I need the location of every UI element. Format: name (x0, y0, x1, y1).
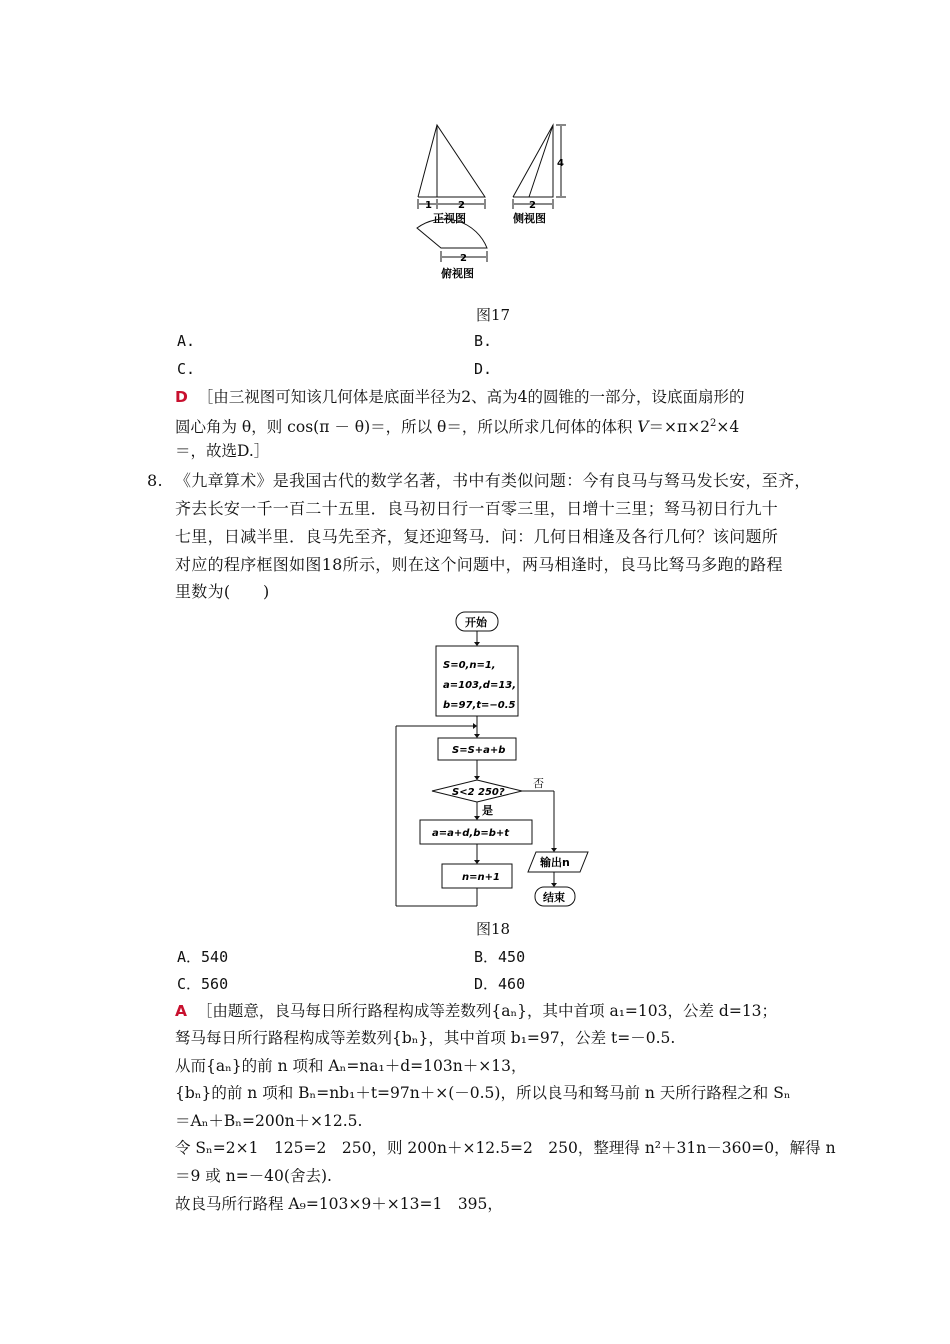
flow-output-text: 输出n (540, 856, 570, 869)
q8-solution-line-3: 从而{aₙ}的前 n 项和 Aₙ=na₁＋d=103n＋×13， (175, 1057, 527, 1075)
front-dim-2: 2 (458, 200, 465, 211)
flow-condition-text: S<2 250? (452, 787, 505, 798)
q8-option-a[interactable]: A．540 (177, 948, 229, 966)
q8-option-c[interactable]: C．560 (177, 975, 229, 993)
q7-option-d[interactable]: D. (474, 360, 493, 378)
q8-solution-line-1: A ［由题意，良马每日所行路程构成等差数列{aₙ}，其中首项 a₁=103，公差 d=13； (175, 1002, 778, 1020)
q8-line-2: 齐去长安一千一百二十五里．良马初日行一百零三里，日增十三里；驽马初日行九十 (175, 499, 779, 518)
side-dim-2: 2 (529, 200, 536, 211)
side-view-label: 侧视图 (513, 212, 546, 225)
q8-solution-line-5: ＝Aₙ＋Bₙ=200n＋×12.5. (175, 1112, 363, 1130)
flow-end-text: 结束 (543, 891, 565, 904)
q8-solution-line-8: 故良马所行路程 A₉=103×9＋×13=1 395， (175, 1195, 503, 1213)
q7-option-a[interactable]: A. (177, 332, 196, 350)
q8-number: 8. (147, 471, 163, 490)
q7-solution-line-1: D ［由三视图可知该几何体是底面半径为2、高为4的圆锥的一部分，设底面扇形的 (175, 388, 745, 406)
figure-18-caption: 图18 (476, 920, 511, 938)
flow-init-text-1: S=0,n=1, (443, 660, 496, 671)
q7-option-b[interactable]: B. (474, 332, 493, 350)
q8-solution-line-2: 驽马每日所行路程构成等差数列{bₙ}，其中首项 b₁=97，公差 t=－0.5. (175, 1029, 676, 1047)
figure-17-caption: 图17 (476, 306, 511, 324)
top-view (417, 219, 487, 262)
q8-solution-line-6: 令 Sₙ=2×1 125=2 250，则 200n＋×12.5=2 250，整理得 n²＋31n－360=0，解得 n (175, 1139, 836, 1157)
side-dim-4: 4 (557, 158, 564, 169)
front-dim-1: 1 (425, 200, 432, 211)
q7-answer: D (175, 388, 188, 406)
top-dim-2: 2 (460, 253, 467, 264)
q8-answer: A (175, 1002, 187, 1020)
q8-option-b[interactable]: B．450 (474, 948, 526, 966)
three-view-figure (410, 120, 600, 300)
q7-solution-line-3: ＝，故选D.］ (175, 442, 270, 460)
q8-line-5: 里数为( ) (175, 582, 270, 601)
q8-solution-line-4: {bₙ}的前 n 项和 Bₙ=nb₁＋t=97n＋×(－0.5)，所以良马和驽马前 n 天所行路程之和 Sₙ (175, 1084, 791, 1102)
front-view (418, 125, 485, 209)
flow-start-text: 开始 (465, 616, 487, 629)
top-view-label: 俯视图 (441, 267, 474, 280)
q8-line-1: 《九章算术》是我国古代的数学名著，书中有类似问题：今有良马与驽马发长安，至齐， (175, 471, 811, 490)
q8-solution-line-7: ＝9 或 n=－40(舍去). (175, 1167, 332, 1185)
flow-step-text: a=a+d,b=b+t (432, 828, 510, 839)
front-view-label: 正视图 (433, 212, 466, 225)
flow-yes-label: 是 (482, 804, 493, 817)
q8-line-3: 七里，日减半里．良马先至齐，复还迎驽马．问：几何日相逢及各行几何？该问题所 (175, 527, 779, 546)
q7-option-c[interactable]: C. (177, 360, 196, 378)
flow-increment-text: n=n+1 (462, 872, 500, 883)
q8-line-4: 对应的程序框图如图18所示，则在这个问题中，两马相逢时，良马比驽马多跑的路程 (175, 555, 783, 574)
flowchart (390, 606, 600, 912)
q8-option-d[interactable]: D．460 (474, 975, 526, 993)
q7-solution-line-2: 圆心角为 θ，则 cos(π － θ)＝，所以 θ＝，所以所求几何体的体积 $V=\times\pi\times 2^2\times 4$ (175, 418, 740, 437)
flow-init-text-2: a=103,d=13, (443, 680, 517, 691)
flow-no-label: 否 (533, 777, 544, 790)
flow-update-text: S=S+a+b (452, 745, 506, 756)
flow-init-text-3: b=97,t=−0.5 (443, 700, 516, 711)
